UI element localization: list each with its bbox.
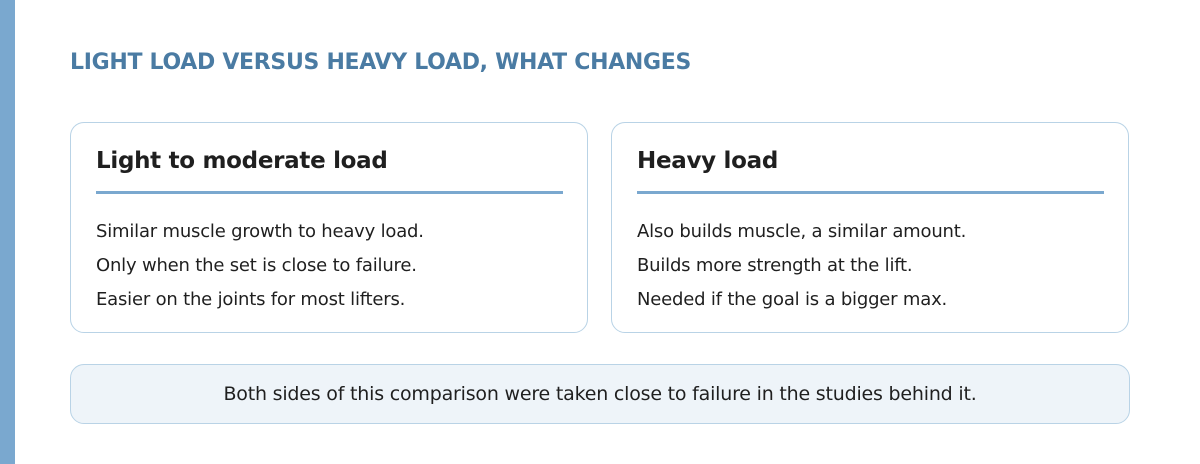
card-point-list [96,215,424,317]
left-accent-bar [0,0,15,464]
card-point: Only when the set is close to failure. [96,255,417,276]
card-divider [637,191,1104,194]
footnote-text: Both sides of this comparison were taken close to failure in the studies behind it. [223,383,977,405]
page-heading: LIGHT LOAD VERSUS HEAVY LOAD, WHAT CHANGES [70,50,692,75]
card-point: Also builds muscle, a similar amount. [637,221,967,242]
card-title: Light to moderate load [96,148,388,174]
light-load-card [70,122,588,333]
heavy-load-card [611,122,1129,333]
card-point-list [637,215,966,317]
card-point: Similar muscle growth to heavy load. [96,221,424,242]
card-point: Needed if the goal is a bigger max. [637,289,948,310]
card-divider [96,191,563,194]
footnote-box [70,364,1130,424]
card-title: Heavy load [637,148,779,174]
card-point: Easier on the joints for most lifters. [96,289,406,310]
card-point: Builds more strength at the lift. [637,255,913,276]
